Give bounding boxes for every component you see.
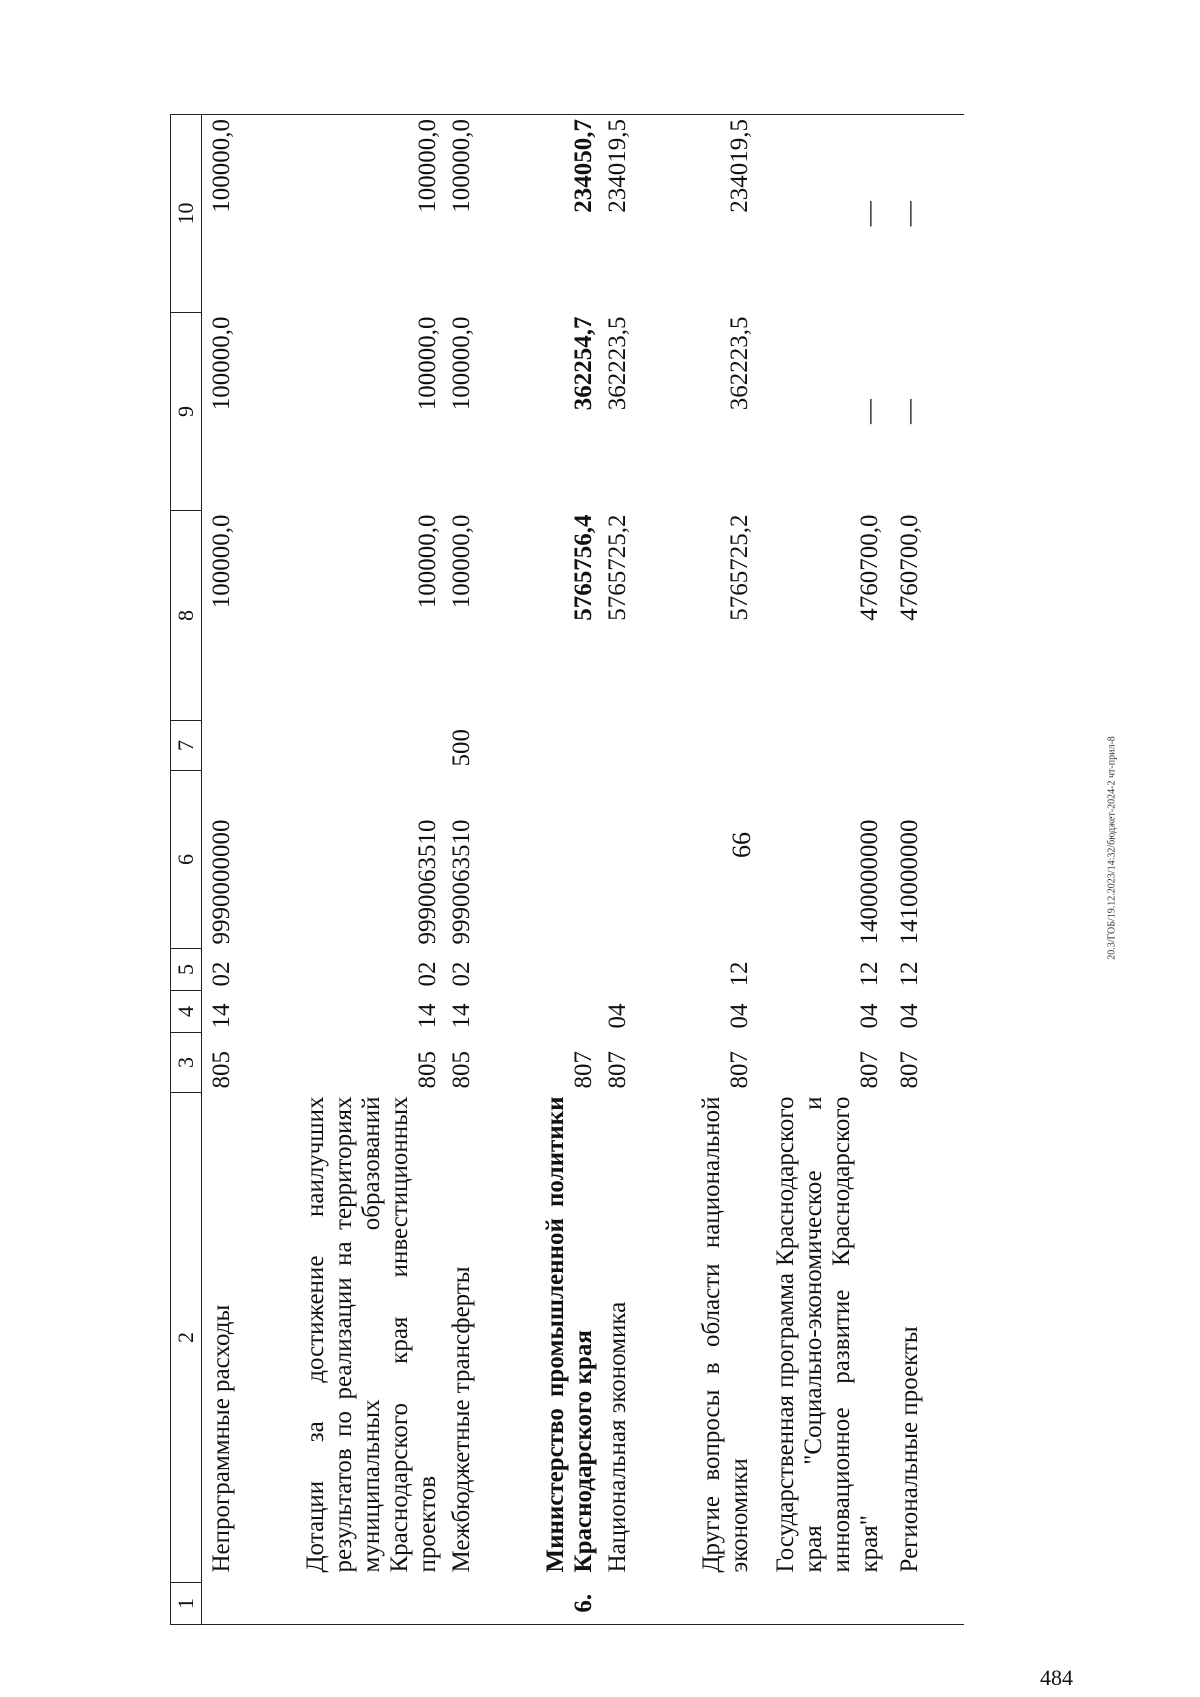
column-header: 9 xyxy=(171,313,202,511)
row-name: Дотации за достижение наилучших результатов по реализации на территориях муниципальных образований Краснодарского края инвестиционных проектов xyxy=(301,1096,441,1573)
cell-c8: 100000,0 xyxy=(208,514,235,609)
row-index xyxy=(660,1583,754,1625)
table-row xyxy=(884,115,964,1625)
cell-c10: — xyxy=(754,115,884,313)
cell-c9: 362223,5 xyxy=(603,316,631,411)
cell-c4: 14 xyxy=(447,1003,475,1029)
cell-c10: — xyxy=(884,115,964,313)
table-row xyxy=(504,115,598,1625)
cell-c4: 04 xyxy=(603,1003,631,1029)
column-header: 8 xyxy=(171,511,202,721)
cell-c7 xyxy=(598,721,660,771)
footer-document-code: 20.3/ГОБ/19.12.2023/14:32/бюджет-2024-2 чт-прил-8 xyxy=(1106,736,1118,960)
cell-c10: 234050,7 xyxy=(504,115,598,313)
table-row xyxy=(660,115,754,1625)
cell-c5: 02 xyxy=(447,961,475,987)
table-row xyxy=(598,115,660,1625)
cell-c5: 12 xyxy=(725,961,753,987)
table-row xyxy=(442,115,504,1625)
cell-c7: 500 xyxy=(447,729,475,767)
row-name: Государственная программа Краснодарского края "Социально-экономическое и инновационное развитие Краснодарского края" xyxy=(771,1096,883,1573)
row-name: Другие вопросы в области национальной экономики xyxy=(697,1096,753,1573)
cell-c7 xyxy=(754,721,884,771)
row-index xyxy=(264,1583,442,1625)
cell-c7 xyxy=(884,721,964,771)
cell-c8: 100000,0 xyxy=(447,514,475,609)
table-row xyxy=(754,115,884,1625)
cell-c7 xyxy=(264,721,442,771)
cell-c5: 02 xyxy=(208,961,235,987)
column-header: 7 xyxy=(171,721,202,771)
cell-c5: 02 xyxy=(413,961,441,987)
cell-c8: 4760700,0 xyxy=(855,514,883,621)
cell-c10: 100000,0 xyxy=(442,115,504,313)
column-header: 5 xyxy=(171,949,202,991)
row-name: Региональные проекты xyxy=(895,1326,923,1573)
row-index: 6. xyxy=(504,1583,598,1625)
cell-c3: 807 xyxy=(895,1051,923,1089)
cell-c5 xyxy=(598,949,660,991)
cell-c7 xyxy=(660,721,754,771)
column-header: 2 xyxy=(171,1093,202,1583)
cell-c9: 100000,0 xyxy=(413,316,441,411)
row-name: Межбюджетные трансферты xyxy=(447,1266,475,1573)
page-header-number: 66 xyxy=(727,832,756,858)
row-index xyxy=(442,1583,504,1625)
row-name: Национальная экономика xyxy=(603,1301,631,1573)
row-index xyxy=(754,1583,884,1625)
column-header: 3 xyxy=(171,1033,202,1093)
cell-c10: 100000,0 xyxy=(264,115,442,313)
cell-c9: — xyxy=(855,399,883,424)
cell-c3: 805 xyxy=(208,1051,235,1089)
table-header-row xyxy=(171,115,202,1625)
cell-c3: 807 xyxy=(603,1051,631,1089)
table-row xyxy=(264,115,442,1625)
cell-c5: 12 xyxy=(895,961,923,987)
cell-c8: 4760700,0 xyxy=(895,514,923,621)
cell-c9: 362254,7 xyxy=(569,316,597,411)
cell-c3: 805 xyxy=(447,1051,475,1089)
cell-c5 xyxy=(504,949,598,991)
cell-c9: 100000,0 xyxy=(447,316,475,411)
column-header: 4 xyxy=(171,991,202,1033)
column-header: 1 xyxy=(171,1583,202,1625)
cell-c3: 807 xyxy=(569,1051,597,1089)
row-index xyxy=(598,1583,660,1625)
cell-c10: 234019,5 xyxy=(598,115,660,313)
cell-c9: 100000,0 xyxy=(208,316,235,411)
cell-c8: 5765756,4 xyxy=(569,514,597,621)
cell-c3: 805 xyxy=(413,1051,441,1089)
cell-c4: 04 xyxy=(895,1003,923,1029)
page-number: 484 xyxy=(1040,1665,1073,1690)
cell-c10: 234019,5 xyxy=(660,115,754,313)
cell-c3: 807 xyxy=(725,1051,753,1089)
cell-c8: 100000,0 xyxy=(413,514,441,609)
row-index xyxy=(202,1583,264,1625)
cell-c6: 9990063510 xyxy=(413,819,441,945)
row-index xyxy=(884,1583,964,1625)
cell-c3: 807 xyxy=(855,1051,883,1089)
budget-table-rotated xyxy=(170,115,1040,1625)
cell-c6: 9990000000 xyxy=(208,819,235,945)
cell-c9: — xyxy=(895,399,923,424)
cell-c6: 9990063510 xyxy=(447,819,475,945)
row-name: Непрограммные расходы xyxy=(208,1304,235,1573)
cell-c4: 14 xyxy=(208,1003,235,1029)
cell-c4 xyxy=(504,991,598,1033)
cell-c6 xyxy=(660,771,754,949)
cell-c7 xyxy=(202,721,264,771)
column-header: 10 xyxy=(171,115,202,313)
row-name: Министерство промышленной политики Краснодарского края xyxy=(541,1096,597,1573)
cell-c6 xyxy=(504,771,598,949)
cell-c9: 362223,5 xyxy=(725,316,753,411)
table-row xyxy=(202,115,264,1625)
cell-c8: 5765725,2 xyxy=(725,514,753,621)
column-header: 6 xyxy=(171,771,202,949)
cell-c5: 12 xyxy=(855,961,883,987)
cell-c4: 04 xyxy=(855,1003,883,1029)
cell-c6 xyxy=(598,771,660,949)
cell-c6: 1410000000 xyxy=(895,819,923,945)
cell-c4: 04 xyxy=(725,1003,753,1029)
cell-c8: 5765725,2 xyxy=(603,514,631,621)
cell-c7 xyxy=(504,721,598,771)
cell-c6: 1400000000 xyxy=(855,819,883,945)
cell-c4: 14 xyxy=(413,1003,441,1029)
cell-c10: 100000,0 xyxy=(202,115,264,313)
budget-table xyxy=(170,114,964,1625)
